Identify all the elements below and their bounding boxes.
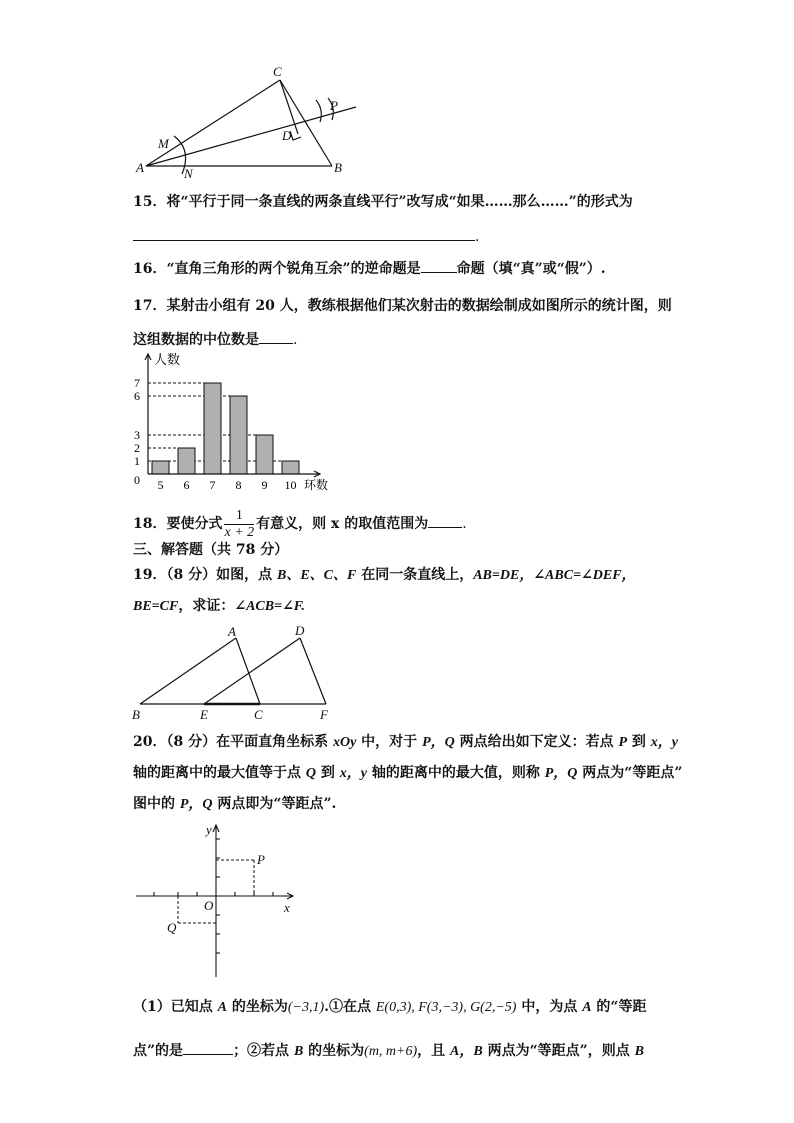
question-20-1-line1 — [133, 998, 647, 1017]
q201-t2a: 点”的是 — [133, 1043, 184, 1059]
segment-df — [300, 638, 326, 704]
q20-t3a: 图中的 — [133, 796, 180, 812]
q201-ab: A，B — [450, 1044, 483, 1059]
q20-t2a: 轴的距离中的最大值等于点 — [133, 765, 306, 781]
question-19-text-1b: 在同一条直线上， — [356, 567, 474, 583]
question-16-text-b: 命题（填“真”或“假”）. — [456, 261, 606, 277]
label-d: D — [282, 128, 292, 143]
q201-coord-a: (−3,1) — [287, 1000, 325, 1015]
q20-t1d: 到 — [627, 734, 651, 750]
triangle-bisector-figure — [130, 62, 370, 182]
label-y: y — [206, 822, 212, 837]
label-q: Q — [167, 920, 177, 935]
question-17-tail: . — [293, 332, 298, 348]
fraction — [224, 508, 254, 541]
question-20-1-line2 — [133, 1040, 644, 1061]
segment-cb — [280, 80, 332, 166]
bar-10 — [282, 461, 299, 474]
q20-xy2: x，y — [339, 766, 367, 781]
question-19-condition-be-cf: BE=CF — [133, 599, 179, 614]
segment-ba — [140, 638, 236, 704]
answer-blank-20-1[interactable] — [183, 1040, 233, 1055]
x-tick-label-5: 5 — [157, 478, 164, 492]
question-17-text-2: 这组数据的中位数是 — [133, 332, 259, 348]
ray-ap — [146, 107, 356, 166]
x-tick-label-9: 9 — [261, 478, 268, 492]
y-tick-label-2: 2 — [134, 441, 140, 455]
y-tick-label-0: 0 — [134, 473, 140, 487]
label-b: B — [132, 707, 140, 722]
q20-t3b: 两点即为“等距点”. — [212, 796, 337, 812]
y-axis-title: 人数 — [154, 352, 181, 367]
q201-t2d: ，且 — [417, 1043, 451, 1059]
label-e: E — [200, 707, 208, 722]
x-axis-title: 环数 — [304, 478, 329, 492]
question-19-text-2b: ，求证： — [178, 598, 235, 614]
label-b: B — [334, 160, 342, 175]
question-17-line2 — [133, 329, 297, 349]
y-tick-label-3: 3 — [134, 428, 140, 442]
x-tick-label-10: 10 — [284, 478, 297, 492]
question-19-line1 — [133, 566, 636, 585]
bar-5 — [152, 461, 169, 474]
fraction-denominator: x + 2 — [224, 524, 255, 540]
q201-t1a: （1）已知点 — [133, 999, 218, 1015]
label-p: P — [257, 852, 265, 867]
y-tick-label-1: 1 — [134, 454, 140, 468]
segment-ac — [146, 80, 280, 166]
x-tick-label-8: 8 — [235, 478, 242, 492]
question-19-text-1a: 19．（8 分）如图，点 — [133, 567, 277, 583]
segment-ed — [204, 638, 300, 704]
q201-coord-b: (m, m+6) — [364, 1044, 418, 1059]
q20-t1c: 两点给出如下定义：若点 — [454, 734, 619, 750]
q20-t2d: 两点为“等距点” — [577, 765, 683, 781]
label-n: N — [184, 166, 193, 181]
bar-8 — [230, 396, 247, 474]
q20-q: Q — [305, 766, 316, 781]
q201-t2b: ；②若点 — [233, 1043, 294, 1059]
x-ticks — [154, 892, 273, 896]
q201-points-efg: E(0,3), F(3,−3), G(2,−5) — [375, 1000, 517, 1015]
q20-xoy: xOy — [332, 735, 357, 750]
label-d: D — [295, 623, 305, 638]
label-a: A — [228, 624, 236, 639]
q201-t1d: 中，为点 — [516, 999, 583, 1015]
shooting-score-bar-chart — [128, 350, 340, 496]
y-tick-label-6: 6 — [134, 389, 140, 403]
q20-xy: x，y — [650, 735, 679, 750]
label-a: A — [136, 160, 144, 175]
section-title — [133, 541, 288, 559]
question-15-text: 15．将“平行于同一条直线的两条直线平行”改写成“如果……那么……”的形式为 — [133, 194, 633, 210]
q201-t2c: 的坐标为 — [303, 1043, 365, 1059]
answer-blank-16[interactable] — [421, 258, 457, 273]
label-c: C — [254, 707, 263, 722]
bar-9 — [256, 435, 273, 474]
question-19-goal: ∠ACB=∠F. — [234, 599, 305, 614]
label-c: C — [273, 64, 282, 79]
x-tick-label-7: 7 — [209, 478, 216, 492]
x-tick-label-6: 6 — [183, 478, 190, 492]
answer-blank-15[interactable] — [133, 226, 475, 241]
question-16-text-a: 16．“直角三角形的两个锐角互余”的逆命题是 — [133, 261, 421, 277]
section-3-title: 三、解答题（共 78 分） — [133, 542, 289, 558]
coordinate-plane-figure — [134, 822, 300, 982]
q20-t2c: 轴的距离中的最大值，则称 — [366, 765, 545, 781]
y-tick-label-7: 7 — [134, 376, 140, 390]
question-15-answer-line — [133, 226, 479, 246]
q201-t1e: 的“等距 — [591, 999, 647, 1015]
q201-a2: A — [582, 1000, 592, 1015]
question-18-text-a: 18．要使分式 — [133, 516, 223, 532]
question-20-line2 — [133, 764, 682, 783]
label-o: O — [204, 898, 214, 913]
two-triangles-figure — [130, 622, 340, 724]
label-f: F — [320, 707, 328, 722]
question-18 — [133, 504, 467, 544]
question-19-points: B、E、C、F — [276, 568, 357, 583]
bar-7 — [204, 383, 221, 474]
question-15-tail: . — [475, 229, 480, 245]
q201-a: A — [217, 1000, 227, 1015]
segment-ac — [236, 638, 260, 704]
question-20-line3 — [133, 795, 336, 814]
question-18-text-b: 有意义，则 x 的取值范围为 — [256, 516, 429, 532]
q20-t2b: 到 — [316, 765, 340, 781]
q20-t1a: 20．（8 分）在平面直角坐标系 — [133, 734, 333, 750]
bar-6 — [178, 448, 195, 474]
q201-b: B — [293, 1044, 304, 1059]
label-m: M — [158, 136, 169, 151]
answer-blank-17[interactable] — [259, 329, 293, 344]
q20-p: P — [618, 735, 628, 750]
answer-blank-18[interactable] — [428, 513, 462, 528]
label-p: P — [330, 98, 338, 113]
question-17-text-1: 17．某射击小组有 20 人，教练根据他们某次射击的数据绘制成如图所示的统计图，则 — [133, 298, 672, 314]
question-15 — [133, 193, 633, 211]
fraction-numerator: 1 — [224, 508, 254, 525]
q201-b2: B — [634, 1044, 644, 1059]
right-angle-mark — [290, 131, 301, 140]
question-17-line1 — [133, 297, 672, 315]
arc-p1 — [316, 100, 321, 122]
label-x: x — [284, 900, 290, 915]
q20-pq2: P，Q — [544, 766, 578, 781]
question-16 — [133, 258, 606, 278]
q20-pq3: P，Q — [179, 797, 213, 812]
q201-t2e: 两点为“等距点”，则点 — [482, 1043, 635, 1059]
question-18-tail: . — [462, 516, 467, 532]
q20-pq: P，Q — [422, 735, 455, 750]
question-19-conditions: AB=DE，∠ABC=∠DEF， — [473, 568, 636, 583]
question-20-line1 — [133, 733, 678, 752]
q20-t1b: 中，对于 — [356, 734, 423, 750]
q201-t1b: 的坐标为 — [226, 999, 288, 1015]
q201-t1c: .①在点 — [324, 999, 376, 1015]
question-19-line2 — [133, 597, 305, 616]
